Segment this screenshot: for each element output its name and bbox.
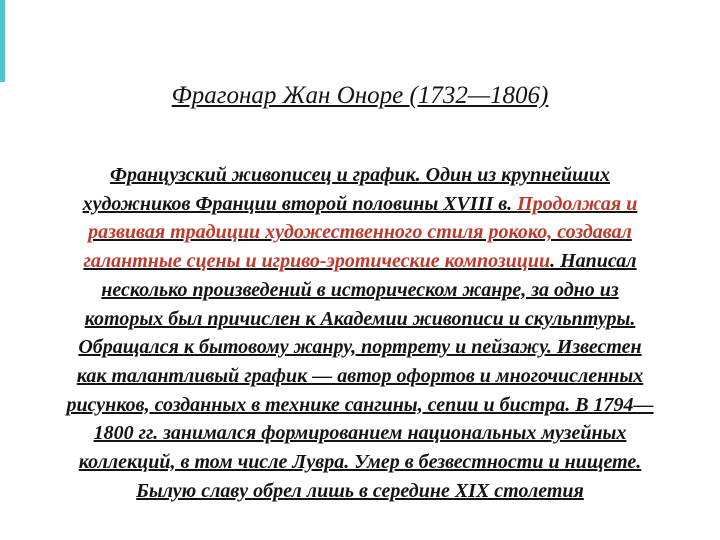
body-text-segment: . Написал <box>550 250 637 273</box>
highlighted-text: галантные сцены и игриво-эротические композиции <box>83 250 551 273</box>
body-line <box>0 190 720 219</box>
body-line: коллекций, в том числе Лувра. Умер в безвестности и нищете. <box>78 451 642 474</box>
body-line: которых был причислен к Академии живописи и скульптуры. <box>84 307 636 330</box>
body-line: Былую славу обрел лишь в середине XIX столетия <box>136 479 584 502</box>
body-line: несколько произведений в историческом жанре, за одно из <box>101 278 619 301</box>
slide-title: Фрагонар Жан Оноре (1732—1806) <box>171 82 549 109</box>
highlighted-text: Продолжая и <box>517 192 638 215</box>
body-line: как талантливый график — автор офортов и многочисленных <box>76 364 644 387</box>
body-line <box>0 247 720 276</box>
body-line: рисунков, созданных в технике сангины, сепии и бистра. В 1794— <box>66 393 654 416</box>
body-line: Французский живописец и график. Один из крупнейших <box>110 164 610 186</box>
highlighted-line: развивая традиции художественного стиля рококо, создавал <box>88 221 632 244</box>
body-paragraph <box>0 161 720 505</box>
accent-bar <box>0 0 5 82</box>
body-line: 1800 гг. занимался формированием национальных музейных <box>93 422 627 445</box>
body-text-segment: художников Франции второй половины XVIII в. <box>82 192 518 215</box>
body-line: Обращался к бытовому жанру, портрету и пейзажу. Известен <box>78 336 642 359</box>
